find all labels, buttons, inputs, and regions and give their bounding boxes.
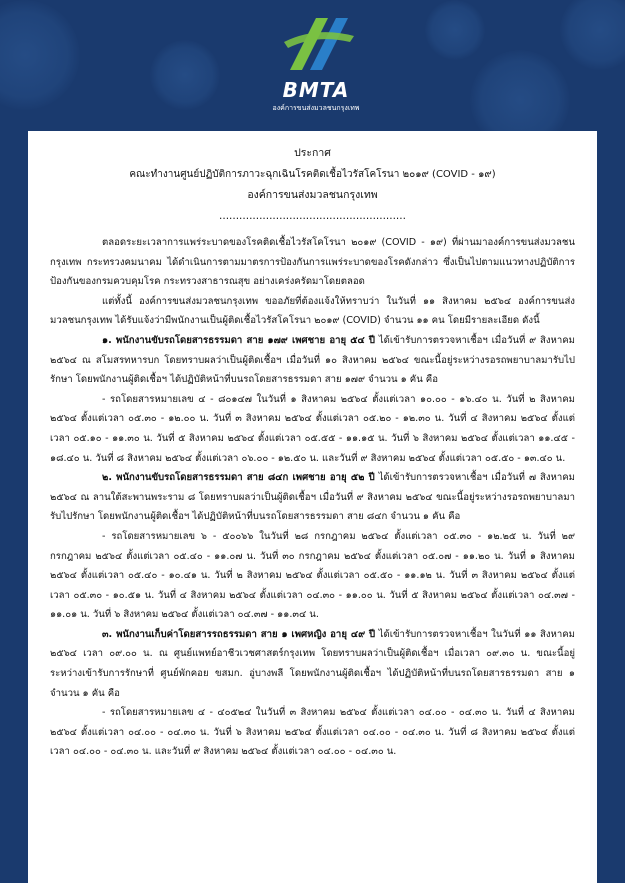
announcement-heading: ประกาศ — [294, 147, 331, 159]
case-1-paragraph — [50, 331, 575, 390]
case-3-bus: - รถโดยสารหมายเลข ๔ - ๔๐๕๒๔ ในวันที่ ๓ สิงหาคม ๒๕๖๔ ตั้งแต่เวลา ๐๔.๐๐ - ๐๔.๓๐ น. วันที่ ๔ สิงหาคม ๒๕๖๔ ตั้งแต่เวลา ๐๔.๐๐ - ๐๔.๓๐ น. วันที่ ๖ สิงหาคม ๒๕๖๔ ตั้งแต่เวลา ๐๔.๐๐ - ๐๔.๓๐ น. วันที่ ๘ สิงหาคม ๒๕๖๔ ตั้งแต่เวลา ๐๔.๐๐ - ๐๔.๓๐ น. และวันที่ ๙ สิงหาคม ๒๕๖๔ ตั้งแต่เวลา ๐๔.๐๐ - ๐๔.๓๐ น. — [50, 707, 575, 758]
case-3-text: ได้เข้ารับการตรวจหาเชื้อฯ ในวันที่ ๑๑ สิงหาคม ๒๕๖๔ เวลา ๐๙.๐๐ น. ณ ศูนย์แพทย์อาชีวเวชศาสตร์กรุงเทพ โดยทราบผลว่าเป็นผู้ติดเชื้อฯ เมื่อเวลา ๐๙.๓๐ น. ขณะนี้อยู่ระหว่างเข้ารับการรักษาที่ ศูนย์พักคอย ขสมก. อู่บางพลี โดยพนักงานผู้ติดเชื้อฯ ได้ปฏิบัติหน้าที่บนรถโดยสารธรรมดา สาย ๑ จำนวน ๑ คัน คือ — [50, 628, 576, 699]
intro-paragraph-2: แต่ทั้งนี้ องค์การขนส่งมวลชนกรุงเทพ ขออภัยที่ต้องแจ้งให้ทราบว่า ในวันที่ ๑๑ สิงหาคม ๒๕๖๔ องค์การขนส่งมวลชนกรุงเทพ ได้รับแจ้งว่ามีพนักงานเป็นผู้ติดเชื้อไวรัสโคโรนา ๒๐๑๙ (COVID) จำนวน ๑๑ คน โดยมีรายละเอียด ดังนี้ — [50, 295, 575, 327]
case-2-bus: - รถโดยสารหมายเลข ๖ - ๕๐๐๖๖ ในวันที่ ๒๘ กรกฎาคม ๒๕๖๔ ตั้งแต่เวลา ๐๕.๓๐ - ๑๒.๒๕ น. วันที่ ๒๙ กรกฎาคม ๒๕๖๔ ตั้งแต่เวลา ๐๕.๔๐ - ๑๑.๐๗ น. วันที่ ๓๐ กรกฎาคม ๒๕๖๔ ตั้งแต่เวลา ๐๕.๐๗ - ๑๑.๒๐ น. วันที่ ๑ สิงหาคม ๒๕๖๔ ตั้งแต่เวลา ๐๕.๔๐ - ๑๐.๔๑ น. วันที่ ๒ สิงหาคม ๒๕๖๔ ตั้งแต่เวลา ๐๕.๕๐ - ๑๑.๑๒ น. วันที่ ๓ สิงหาคม ๒๕๖๔ ตั้งแต่เวลา ๐๕.๓๐ - ๑๐.๕๑ น. วันที่ ๔ สิงหาคม ๒๕๖๔ ตั้งแต่เวลา ๐๔.๓๐ - ๑๑.๐๐ น. วันที่ ๕ สิงหาคม ๒๕๖๔ ตั้งแต่เวลา ๐๔.๓๗ - ๑๑.๐๑ น. วันที่ ๖ สิงหาคม ๒๕๖๔ ตั้งแต่เวลา ๐๔.๓๗ - ๑๑.๓๔ น. — [50, 530, 575, 621]
header-banner — [0, 0, 625, 130]
organization-name: องค์การขนส่งมวลชนกรุงเทพ — [247, 189, 378, 201]
case-2-text: ได้เข้ารับการตรวจหาเชื้อฯ เมื่อวันที่ ๗ สิงหาคม ๒๕๖๔ ณ ลานใต้สะพานพระราม ๘ โดยทราบผลว่าเป็นผู้ติดเชื้อฯ เมื่อวันที่ ๙ สิงหาคม ๒๕๖๔ ขณะนี้อยู่ระหว่างรอรถพยาบาลมารับไปรักษา โดยพนักงานผู้ติดเชื้อฯ ได้ปฏิบัติหน้าที่บนรถโดยสารธรรมดา สาย ๘๔ก จำนวน ๑ คัน คือ — [50, 472, 575, 523]
announcement-document — [28, 131, 597, 883]
case-2-paragraph — [50, 468, 575, 527]
bmta-logo — [270, 8, 362, 118]
case-3-paragraph — [50, 625, 575, 703]
case-1-text: ได้เข้ารับการตรวจหาเชื้อฯ เมื่อวันที่ ๙ สิงหาคม ๒๕๖๔ ณ สโมสรทหารบก โดยทราบผลว่าเป็นผู้ติดเชื้อฯ เมื่อวันที่ ๑๐ สิงหาคม ๒๕๖๔ ขณะนี้อยู่ระหว่างรอรถพยาบาลมารับไปรักษา โดยพนักงานผู้ติดเชื้อฯ ได้ปฏิบัติหน้าที่บนรถโดยสารธรรมดา สาย ๑๗๙ จำนวน ๑ คัน คือ — [50, 334, 575, 386]
announcement-body — [28, 233, 597, 762]
case-1-title: ๑. พนักงานขับรถโดยสารธรรมดา สาย ๑๗๙ เพศชาย อายุ ๕๔ ปี — [102, 334, 375, 346]
intro-paragraph-1: ตลอดระยะเวลาการแพร่ระบาดของโรคติดเชื้อไวรัสโคโรนา ๒๐๑๙ (COVID - ๑๙) ที่ผ่านมาองค์การขนส่งมวลชนกรุงเทพ กระทรวงคมนาคม ได้ดำเนินการตามมาตรการป้องกันการแพร่ระบาดของโรคดังกล่าว ซึ่งเป็นไปตามแนวทางปฏิบัติการป้องกันของกรมควบคุมโรค กระทรวงสาธารณสุข อย่างเคร่งครัดมาโดยตลอด — [50, 237, 575, 288]
separator: ........................................................ — [219, 210, 406, 222]
title-block — [28, 143, 597, 227]
case-1-bus: - รถโดยสารหมายเลข ๔ - ๘๐๑๔๗ ในวันที่ ๑ สิงหาคม ๒๕๖๔ ตั้งแต่เวลา ๑๐.๐๐ - ๑๖.๔๐ น. วันที่ ๒ สิงหาคม ๒๕๖๔ ตั้งแต่เวลา ๐๕.๓๐ - ๑๒.๐๐ น. วันที่ ๓ สิงหาคม ๒๕๖๔ ตั้งแต่เวลา ๐๕.๒๐ - ๑๒.๓๐ น. วันที่ ๔ สิงหาคม ๒๕๖๔ ตั้งแต่เวลา ๐๕.๑๐ - ๑๑.๓๐ น. วันที่ ๕ สิงหาคม ๒๕๖๔ ตั้งแต่เวลา ๐๕.๕๕ - ๑๑.๑๕ น. วันที่ ๖ สิงหาคม ๒๕๖๔ ตั้งแต่เวลา ๑๑.๔๕ - ๑๘.๔๐ น. วันที่ ๘ สิงหาคม ๒๕๖๔ ตั้งแต่เวลา ๐๖.๐๐ - ๑๒.๕๐ น. และวันที่ ๙ สิงหาคม ๒๕๖๔ ตั้งแต่เวลา ๐๕.๕๐ - ๑๓.๔๐ น. — [50, 393, 575, 464]
case-3-title: ๓. พนักงานเก็บค่าโดยสารรถธรรมดา สาย ๑ เพศหญิง อายุ ๔๙ ปี — [102, 628, 376, 640]
announcement-subheading: คณะทำงานศูนย์ปฏิบัติการภาวะฉุกเฉินโรคติดเชื้อไวรัสโคโรนา ๒๐๑๙ (COVID - ๑๙) — [129, 169, 496, 180]
logo-text: BMTA — [282, 78, 350, 102]
logo-subtext: องค์การขนส่งมวลชนกรุงเทพ — [272, 104, 360, 112]
bmta-logo-icon — [270, 8, 362, 80]
case-2-title: ๒. พนักงานขับรถโดยสารธรรมดา สาย ๘๔ก เพศชาย อายุ ๕๒ ปี — [102, 472, 375, 484]
